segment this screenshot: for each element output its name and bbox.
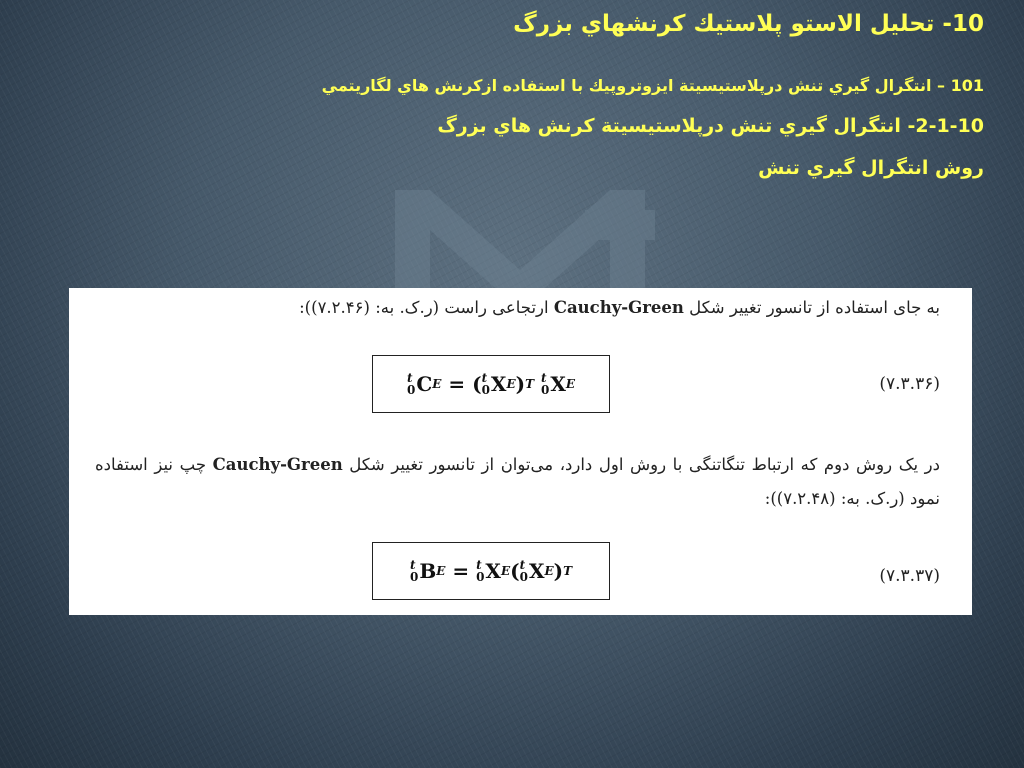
paragraph-2-text-a: در یک روش دوم که ارتباط تنگاتنگی با روش اول دارد، می‌توان از تانسور تغییر شکل (349, 455, 940, 474)
document-excerpt (69, 288, 972, 615)
paragraph-right-cauchy-green (119, 298, 940, 317)
equation-right-cauchy-green: t 0 C E = ( t 0 X E ) T t 0 X E (372, 355, 610, 413)
slide-title: 10- تحليل الاستو پلاستيك كرنشهاي بزرگ (513, 11, 984, 37)
cauchy-green-term: Cauchy-Green (212, 455, 343, 474)
equation-number: (۷.۳.۳۷) (879, 566, 940, 586)
paragraph-2-text-b: چپ نیز استفاده نمود (ر.ک. به: (۷.۲.۴۸)): (95, 455, 940, 508)
subtitle-stress-integration-method: روش انتگرال گيري تنش (758, 157, 984, 179)
paragraph-left-cauchy-green (95, 448, 940, 516)
subtitle-stress-integration-log-strain: 101 – انتگرال گيري تنش درپلاستيسيتة ايزوتروپيك با استفاده ازكرنش هاي لگاريتمي (321, 76, 984, 95)
cauchy-green-term: Cauchy-Green (553, 298, 684, 317)
subtitle-large-strain-plasticity: 2-1-10- انتگرال گيري تنش درپلاستيسيتة كرنش هاي بزرگ (437, 115, 984, 137)
paragraph-1-text-a: به جای استفاده از تانسور تغییر شکل (689, 298, 940, 317)
equation-left-cauchy-green: t 0 B E = t 0 X E ( t 0 X E ) T (372, 542, 610, 600)
watermark-logo (355, 150, 685, 310)
paragraph-1-text-b: ارتجاعی راست (ر.ک. به: (۷.۲.۴۶)): (299, 298, 549, 317)
equation-number: (۷.۳.۳۶) (879, 374, 940, 394)
